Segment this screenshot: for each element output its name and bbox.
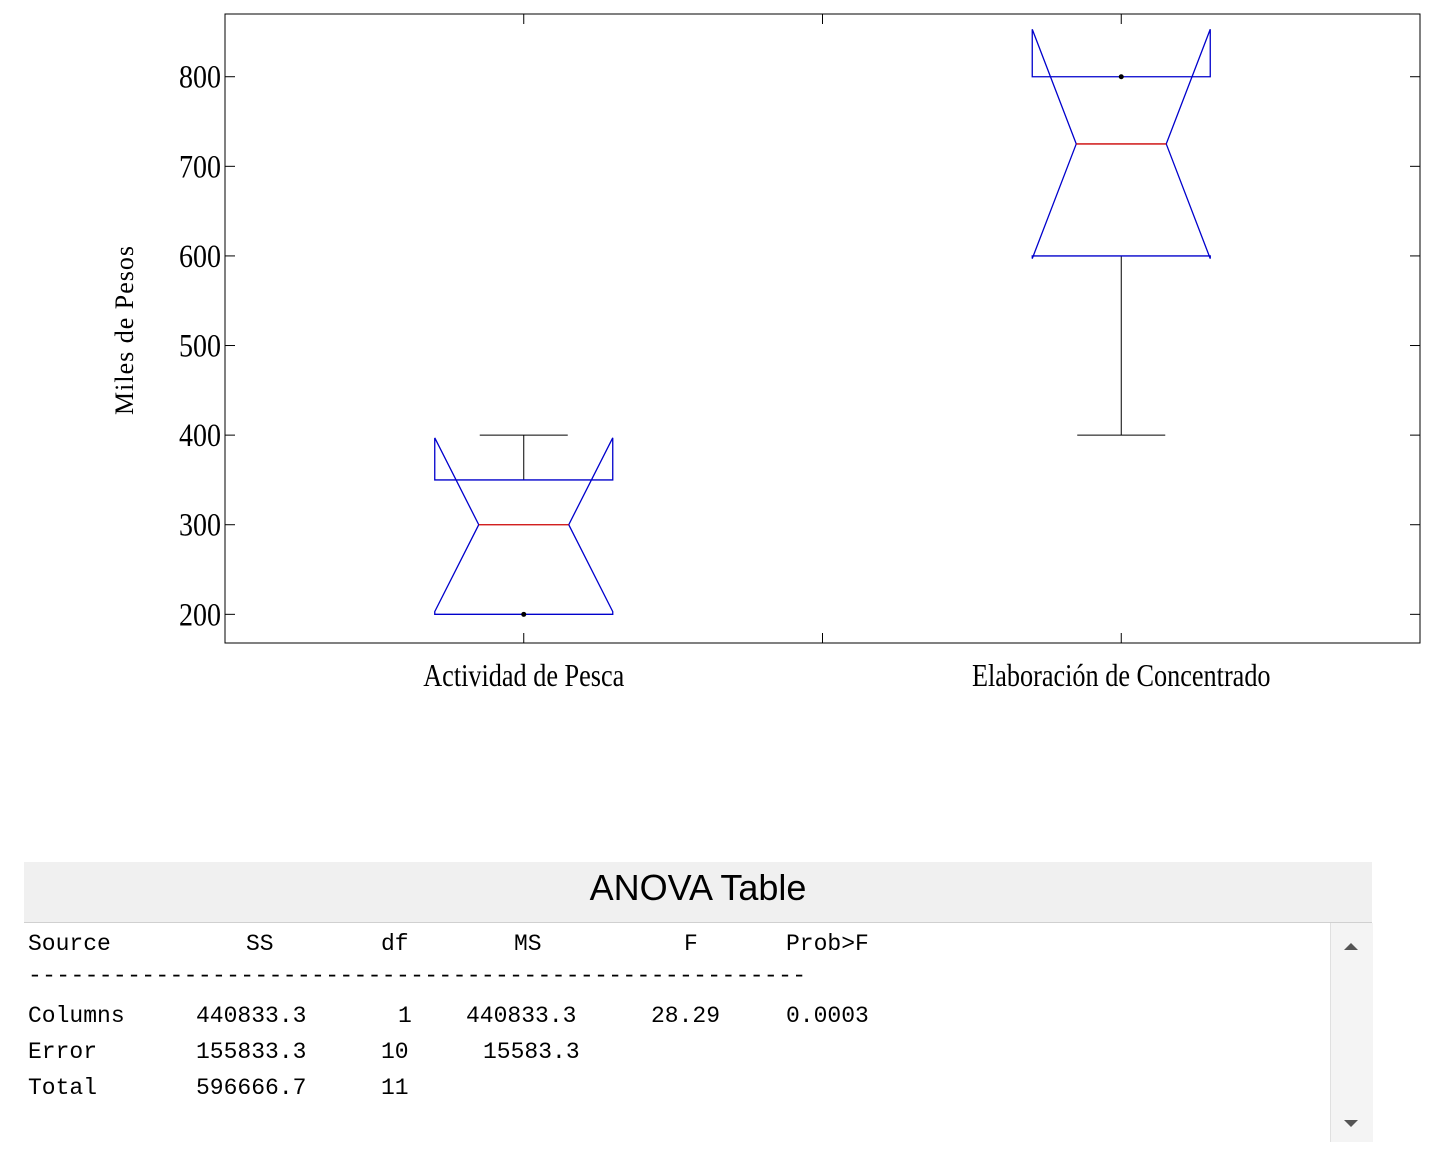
row-columns-prob: 0.0003 (786, 1003, 869, 1029)
table-separator: ------------------------------------------------------- (28, 963, 807, 989)
y-tick-labels (179, 60, 221, 634)
header-source: Source (28, 931, 111, 957)
y-tick-label: 400 (179, 418, 221, 455)
y-axis-label: Miles de Pesos (110, 245, 139, 415)
row-total-source: Total (28, 1075, 98, 1101)
y-tick-label: 300 (179, 507, 221, 544)
plot-frame (225, 14, 1420, 643)
anova-table-panel (24, 862, 1372, 1142)
y-tick-label: 800 (179, 59, 221, 96)
anova-title: ANOVA Table (589, 867, 807, 908)
scroll-up-arrow-icon[interactable] (1344, 943, 1358, 950)
anova-table-body (24, 923, 1330, 1142)
category-labels (423, 659, 1270, 694)
row-columns-ss: 440833.3 (196, 1003, 307, 1029)
box-group (435, 435, 613, 617)
header-prob: Prob>F (786, 931, 869, 957)
box-group (1032, 29, 1210, 435)
vertical-scrollbar[interactable] (1330, 923, 1373, 1142)
header-ms: MS (514, 931, 542, 957)
row-columns-df: 1 (398, 1003, 412, 1029)
y-tick-label: 500 (179, 328, 221, 365)
y-tick-label: 200 (179, 597, 221, 634)
whisker-end-dot (1119, 74, 1124, 79)
row-error-df: 10 (381, 1039, 409, 1065)
row-columns-f: 28.29 (651, 1003, 721, 1029)
header-f: F (684, 931, 698, 957)
row-columns-ms: 440833.3 (466, 1003, 577, 1029)
category-label: Elaboración de Concentrado (971, 658, 1271, 694)
header-ss: SS (246, 931, 274, 957)
row-error-ss: 155833.3 (196, 1039, 307, 1065)
y-tick-label: 600 (179, 238, 221, 275)
anova-header (24, 862, 1372, 923)
whisker-end-dot (521, 612, 526, 617)
row-total-ss: 596666.7 (196, 1075, 307, 1101)
row-total-df: 11 (381, 1075, 409, 1101)
scroll-down-arrow-icon[interactable] (1344, 1120, 1358, 1127)
row-error-source: Error (28, 1039, 98, 1065)
boxes (435, 29, 1211, 617)
row-error-ms: 15583.3 (483, 1039, 580, 1065)
axis-ticks (225, 14, 1420, 643)
category-label: Actividad de Pesca (423, 658, 625, 694)
row-columns-source: Columns (28, 1003, 125, 1029)
y-tick-label: 700 (179, 149, 221, 186)
header-df: df (381, 931, 409, 957)
